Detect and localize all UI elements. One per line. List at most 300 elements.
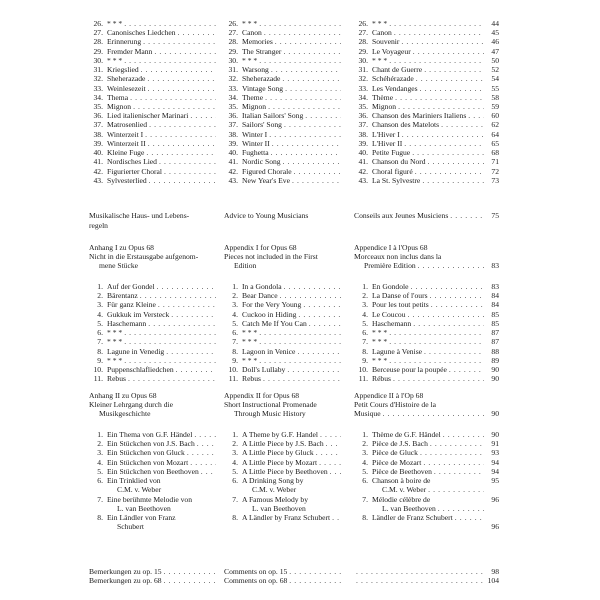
page-number: 83 [491, 282, 499, 291]
dot-leader [148, 85, 216, 93]
page-number: 88 [491, 346, 499, 356]
dot-leader [148, 140, 216, 148]
dot-leader [330, 468, 341, 476]
entry-title: Sheherazade [107, 74, 146, 84]
entry-title: * * * [107, 19, 123, 28]
entry-number: 2. [362, 291, 368, 301]
entry-title: Chanson des Mariniers Italiens [372, 111, 467, 121]
dot-leader [398, 103, 484, 111]
page-number: 60 [491, 111, 499, 121]
entry-number: 38. [228, 129, 238, 139]
entry-title: Theme [242, 92, 264, 102]
entry-title: New Year's Eve [242, 175, 290, 185]
entry-title: Warsong [242, 65, 269, 75]
entry-title: L. van Beethoven [252, 503, 306, 513]
appendix-subtitle: Première Edition [364, 261, 416, 271]
toc-row [0, 222, 600, 232]
entry-title: A Little Piece by J.S. Bach [242, 439, 324, 449]
page-number: 90 [491, 374, 499, 384]
appendix-subtitle: Pieces not included in the First [224, 252, 318, 262]
entry-title: Fremder Mann [107, 46, 153, 56]
dot-leader [271, 149, 341, 157]
dot-leader [145, 131, 216, 139]
entry-title: Winter II [242, 138, 270, 148]
entry-title: Winterzeit I [107, 129, 144, 139]
entry-title: A Theme by G.F. Handel [242, 430, 319, 439]
toc-row [0, 262, 600, 272]
dot-leader [441, 121, 484, 129]
entry-number: 30. [228, 55, 238, 65]
page-number: 68 [491, 148, 499, 158]
dot-leader [283, 48, 341, 56]
entry-title: In a Gondola [242, 282, 282, 291]
entry-number: 36. [93, 111, 103, 121]
entry-number: 7. [232, 337, 238, 347]
entry-title: La Danse of l'ours [372, 291, 428, 301]
dot-leader [303, 301, 341, 309]
entry-number: 2. [97, 291, 103, 301]
page-number: 50 [491, 55, 499, 65]
page-number: 75 [491, 211, 499, 220]
entry-title: * * * [372, 19, 388, 28]
entry-title: Gukkuk im Versteck [107, 309, 170, 319]
entry-title: Pièce de Gluck [372, 448, 418, 458]
entry-number: 5. [97, 466, 103, 476]
dot-leader [356, 577, 484, 585]
entry-number: 32. [228, 74, 238, 84]
entry-number: 7. [97, 337, 103, 347]
dot-leader [149, 177, 216, 185]
entry-number: 42. [358, 166, 368, 176]
entry-number: 8. [362, 346, 368, 356]
entry-number: 42. [93, 166, 103, 176]
entry-number: 40. [93, 148, 103, 158]
entry-number: 34. [358, 92, 368, 102]
entry-title: Schubert [117, 522, 144, 532]
entry-title: Lagoon in Venice [242, 346, 296, 356]
entry-number: 9. [362, 355, 368, 365]
dot-leader [133, 103, 216, 111]
entry-number: 28. [93, 37, 103, 47]
entry-number: 7. [97, 494, 103, 504]
dot-leader [434, 468, 484, 476]
entry-title: La St. Sylvestre [372, 175, 421, 185]
toc-entry [89, 523, 216, 533]
entry-number: 1. [97, 282, 103, 291]
toc-row [0, 410, 600, 420]
entry-number: 26. [93, 19, 103, 28]
page-number: 62 [491, 120, 499, 130]
dot-leader [428, 486, 484, 494]
entry-number: 42. [228, 166, 238, 176]
dot-leader [289, 577, 341, 585]
entry-number: 33. [93, 83, 103, 93]
entry-title: Canon [242, 28, 262, 38]
entry-number: 5. [362, 318, 368, 328]
entry-title: Ein Stückchen von Beethoven [107, 466, 199, 476]
page-number: 98 [491, 566, 499, 576]
entry-title: Puppenschlafliedchen [107, 364, 174, 374]
entry-title: C.M. v. Weber [117, 485, 162, 495]
entry-title: Pièce de Beethoven [372, 466, 432, 476]
entry-number: 3. [232, 300, 238, 310]
dot-leader [263, 375, 341, 383]
dot-leader [287, 366, 341, 374]
entry-title: L. van Beethoven [382, 503, 436, 513]
page-number: 73 [491, 175, 499, 185]
entry-number: 27. [93, 28, 103, 38]
dot-leader [402, 131, 484, 139]
page-number: 58 [491, 92, 499, 102]
advice-de-cont [89, 222, 216, 232]
appendix-sub2-en [224, 262, 341, 272]
dot-leader [130, 94, 216, 102]
entry-title: * * * [107, 328, 123, 338]
entry-number: 3. [97, 448, 103, 458]
page-number: 71 [491, 157, 499, 167]
entry-title: Haschemann [107, 318, 147, 328]
entry-title: For the Very Young [242, 300, 302, 310]
entry-number: 27. [358, 28, 368, 38]
entry-number: 34. [93, 92, 103, 102]
entry-title: Thème [372, 92, 394, 102]
page-number: 91 [491, 439, 499, 449]
entry-title: Mignon [242, 101, 267, 111]
dot-leader [468, 112, 484, 120]
entry-number: 4. [362, 457, 368, 467]
entry-title: Ein Stückchen von Mozart [107, 457, 189, 467]
entry-number: 10. [93, 364, 103, 374]
appendix-title: Appendice I à l'Opus 68 [354, 243, 428, 252]
dot-leader [298, 311, 341, 319]
appendix-title: Appendice II à l'Op 68 [354, 391, 424, 400]
entry-number: 8. [232, 512, 238, 522]
entry-number: 31. [93, 65, 103, 75]
dot-leader [413, 320, 484, 328]
dot-leader [395, 94, 484, 102]
entry-title: Haschemann [372, 318, 412, 328]
page-number: 87 [491, 337, 499, 347]
entry-title: Rebus [107, 374, 126, 384]
toc-row [0, 577, 600, 587]
dot-leader [450, 212, 484, 220]
dot-leader [443, 431, 484, 439]
entry-title: Lied italienischer Marinari [107, 111, 189, 121]
toc-entry [89, 375, 216, 385]
entry-title: Thème de G.F. Händel [372, 430, 441, 439]
entry-title: A Little Piece by Beethoven [242, 466, 328, 476]
entry-number: 27. [228, 28, 238, 38]
comment-title-en: Comments on op. 15 [224, 566, 288, 576]
entry-number: 40. [358, 148, 368, 158]
dot-leader [271, 66, 341, 74]
entry-number: 5. [362, 466, 368, 476]
entry-number: 7. [362, 337, 368, 347]
entry-number: 4. [232, 309, 238, 319]
toc-entry [89, 177, 216, 187]
entry-number: 6. [362, 476, 368, 486]
entry-title: * * * [372, 55, 388, 65]
entry-title: Ländler de Franz Schubert [372, 512, 453, 522]
entry-title: Pièce de J.S. Bach [372, 439, 428, 449]
entry-number: 6. [232, 476, 238, 486]
entry-title: C.M. v. Weber [382, 485, 427, 495]
page-number: 90 [491, 364, 499, 374]
appendix-subtitle: Through Music History [234, 409, 306, 419]
appendix-subtitle: Musique [354, 409, 381, 419]
entry-number: 4. [97, 457, 103, 467]
entry-title: Canonisches Liedchen [107, 28, 176, 38]
appendix-subtitle: Nicht in die Erstausgabe aufgenom- [89, 252, 199, 262]
entry-title: * * * [107, 55, 123, 65]
entry-title: C.M. v. Weber [252, 485, 297, 495]
entry-number: 2. [232, 439, 238, 449]
entry-title: Schéhérazade [372, 74, 414, 84]
dot-leader [430, 440, 484, 448]
dot-leader [389, 357, 484, 365]
entry-number: 5. [232, 466, 238, 476]
appendix-title: Appendix II for Opus 68 [224, 391, 300, 400]
dot-leader [401, 38, 484, 46]
entry-title: Weinlesezeit [107, 83, 146, 93]
dot-leader [272, 140, 341, 148]
dot-leader [141, 66, 216, 74]
entry-number: 3. [362, 300, 368, 310]
entry-number: 39. [358, 138, 368, 148]
page-number: 95 [491, 476, 499, 486]
dot-leader [269, 131, 341, 139]
dot-leader [124, 20, 216, 28]
entry-title: Pour les tout petits [372, 300, 429, 310]
entry-number: 1. [97, 430, 103, 439]
entry-number: 37. [358, 120, 368, 130]
entry-number: 35. [228, 101, 238, 111]
dot-leader [259, 20, 341, 28]
dot-leader [316, 449, 341, 457]
dot-leader [309, 320, 341, 328]
entry-title: Le Coucou [372, 309, 406, 319]
entry-title: A Little Piece by Mozart [242, 457, 318, 467]
dot-leader [416, 75, 484, 83]
entry-number: 29. [358, 46, 368, 56]
dot-leader [158, 301, 216, 309]
dot-leader [292, 177, 341, 185]
dot-leader [412, 149, 484, 157]
page-number: 93 [491, 448, 499, 458]
entry-title: Choral figuré [372, 166, 413, 176]
entry-number: 2. [362, 439, 368, 449]
entry-number: 32. [93, 74, 103, 84]
comment-de [89, 577, 216, 587]
toc-entry [354, 177, 484, 187]
entry-title: Ein Stückchen von J.S. Bach [107, 439, 195, 449]
entry-number: 29. [228, 46, 238, 56]
entry-title: A Drinking Song by [242, 476, 304, 486]
entry-title: Cuckoo in Hiding [242, 309, 297, 319]
advice-en: Advice to Young Musicians [224, 211, 309, 220]
entry-title: * * * [242, 55, 258, 65]
dot-leader [148, 320, 216, 328]
dot-leader [319, 459, 341, 467]
dot-leader [332, 514, 341, 522]
dot-leader [285, 85, 341, 93]
dot-leader [356, 568, 484, 576]
entry-number: 1. [232, 282, 238, 291]
dot-leader [389, 20, 484, 28]
dot-leader [408, 311, 484, 319]
dot-leader [393, 375, 484, 383]
entry-title: Ein Stückchen von Gluck [107, 448, 185, 458]
advice-de [89, 212, 216, 222]
page-number: 96 [491, 522, 499, 532]
dot-leader [178, 29, 216, 37]
entry-number: 39. [228, 138, 238, 148]
entry-title: Les Vendanges [372, 83, 418, 93]
comment-fr [354, 577, 484, 587]
entry-title: Memories [242, 37, 273, 47]
entry-number: 2. [97, 439, 103, 449]
page-number: 85 [491, 318, 499, 328]
entry-title: L'Hiver I [372, 129, 400, 139]
entry-number: 9. [97, 355, 103, 365]
page-number: 47 [491, 46, 499, 56]
entry-number: 9. [232, 355, 238, 365]
dot-leader [428, 158, 484, 166]
entry-title: Kleine Fuge [107, 148, 145, 158]
entry-title: Fughetta [242, 148, 269, 158]
advice-en [224, 212, 341, 222]
dot-leader [383, 410, 484, 418]
entry-title: * * * [107, 337, 123, 347]
dot-leader [415, 168, 484, 176]
dot-leader [389, 338, 484, 346]
dot-leader [201, 468, 216, 476]
entry-title: * * * [372, 328, 388, 338]
dot-leader [187, 449, 216, 457]
entry-title: Ein Thema von G.F. Händel [107, 430, 193, 439]
entry-title: L'Hiver II [372, 138, 403, 148]
page-number: 104 [487, 575, 499, 585]
entry-title: Le Voyageur [372, 46, 411, 56]
entry-title: Kriegslied [107, 65, 139, 75]
dot-leader [455, 514, 484, 522]
entry-title: Mignon [372, 101, 397, 111]
entry-title: Bear Dance [242, 291, 278, 301]
entry-number: 29. [93, 46, 103, 56]
dot-leader [164, 577, 216, 585]
entry-number: 8. [362, 512, 368, 522]
entry-number: 6. [97, 328, 103, 338]
entry-title: Chanson des Matelots [372, 120, 440, 130]
entry-number: 5. [97, 318, 103, 328]
dot-leader [422, 177, 484, 185]
dot-leader [268, 103, 341, 111]
entry-title: The Stranger [242, 46, 282, 56]
entry-number: 28. [228, 37, 238, 47]
appendix-subtitle: Short Instructional Promenade [224, 400, 317, 410]
entry-number: 34. [228, 92, 238, 102]
entry-title: Catch Me If You Can [242, 318, 307, 328]
comment-en [224, 577, 341, 587]
page-number: 87 [491, 328, 499, 338]
entry-number: 30. [358, 55, 368, 65]
entry-title: Bärentanz [107, 291, 138, 301]
dot-leader [424, 66, 484, 74]
entry-title: Doll's Lullaby [242, 364, 286, 374]
dot-leader [259, 329, 341, 337]
entry-title: Sailors' Song [242, 120, 282, 130]
dot-leader [284, 121, 341, 129]
page-number: 64 [491, 129, 499, 139]
dot-leader [283, 158, 341, 166]
entry-title: * * * [242, 337, 258, 347]
page-number: 52 [491, 65, 499, 75]
dot-leader [289, 568, 341, 576]
entry-number: 10. [228, 364, 238, 374]
entry-title: Winter I [242, 129, 268, 139]
entry-number: 26. [358, 19, 368, 28]
page-number: 89 [491, 355, 499, 365]
entry-title: Chanson à boire de [372, 476, 431, 486]
dot-leader [190, 459, 216, 467]
entry-number: 41. [358, 157, 368, 167]
page-number: 85 [491, 309, 499, 319]
dot-leader [280, 292, 341, 300]
advice-de-line2: regeln [89, 221, 108, 230]
entry-number: 6. [97, 476, 103, 486]
entry-title: Chanson du Nord [372, 157, 426, 167]
appendix-title: Anhang II zu Opus 68 [89, 391, 157, 400]
entry-number: 11. [93, 374, 103, 384]
toc-entry [224, 177, 341, 187]
page-number: 44 [491, 19, 499, 28]
entry-title: Chant de Guerre [372, 65, 423, 75]
entry-title: A Ländler by Franz Schubert [242, 512, 331, 522]
dot-leader [411, 283, 485, 291]
dot-leader [171, 311, 216, 319]
dot-leader [143, 38, 216, 46]
entry-title: Nordic Song [242, 157, 281, 167]
comment-title-en: Comments on op. 68 [224, 575, 288, 585]
dot-leader [128, 375, 216, 383]
dot-leader [140, 292, 216, 300]
dot-leader [147, 75, 216, 83]
entry-number: 1. [232, 430, 238, 439]
entry-title: * * * [242, 328, 258, 338]
page-number: 65 [491, 138, 499, 148]
dot-leader [164, 568, 216, 576]
appendix-sub2-de [89, 262, 216, 272]
entry-title: Figured Chorale [242, 166, 292, 176]
appendix-sub2-fr [354, 262, 484, 272]
page-number: 90 [491, 409, 499, 419]
dot-leader [320, 431, 341, 439]
entry-number: 31. [358, 65, 368, 75]
appendix-sub2-fr [354, 410, 484, 420]
toc-entry [354, 375, 484, 385]
dot-leader [124, 338, 216, 346]
entry-title: Italian Sailors' Song [242, 111, 304, 121]
toc-entry [224, 375, 341, 385]
appendix-subtitle: Morceaux non inclus dans la [354, 252, 442, 262]
toc-row [0, 523, 600, 533]
entry-number: 37. [93, 120, 103, 130]
dot-leader [157, 283, 216, 291]
dot-leader [282, 75, 341, 83]
entry-number: 7. [232, 494, 238, 504]
dot-leader [404, 140, 484, 148]
dot-leader [284, 283, 341, 291]
